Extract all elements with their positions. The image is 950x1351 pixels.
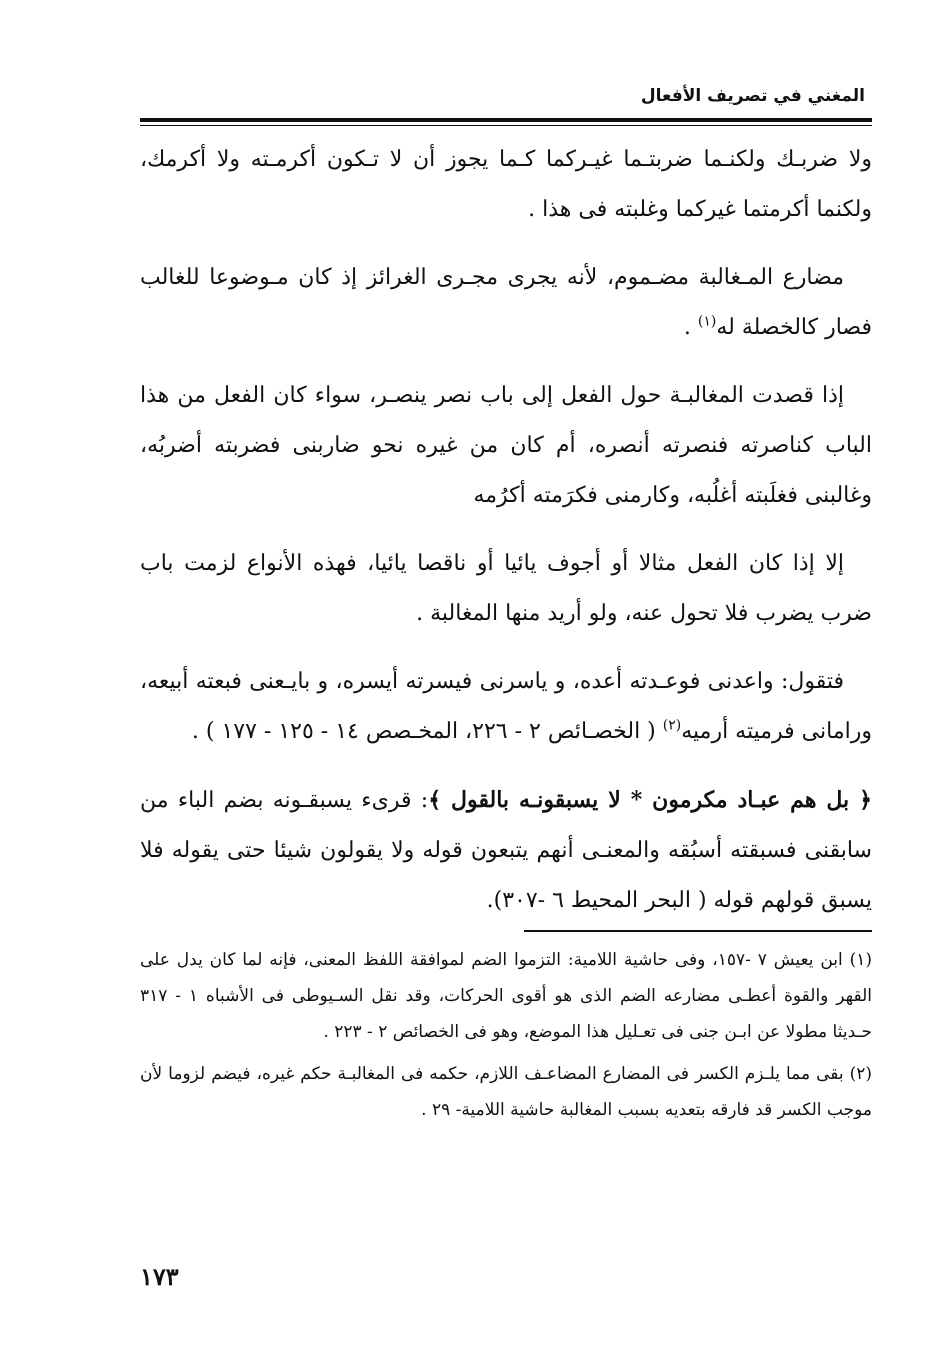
footnote-1: (١) ابن يعيش ٧ -١٥٧، وفى حاشية اللامية: التزموا الضم لموافقة اللفظ المعنى، فإنه لما كان يدل على القهر والقوة أعطـى مضارعه الضم الذى هو أقوى الحركات، وقد نقل السـيوطى فى الأشباه ١ - ٣١٧ حـديثا مطولا عن ابـن جنى فى تعـليل هذا الموضع، وهو فى الخصائص ٢ - ٢٢٣ . [140, 950, 872, 1042]
header-rule-thin [140, 125, 872, 126]
paragraph-5-end: ( الخصـائص ٢ - ٢٢٦، المخـصص ١٤ - ١٢٥ - ١٧٧ ) . [191, 719, 663, 744]
paragraph-2-text: مضارع المـغالبة مضـموم، لأنه يجرى مجـرى الغرائز إذ كان مـوضوعا للغالب فصار كالخصلة له [140, 265, 872, 340]
paragraph-3: إذا قصدت المغالبـة حول الفعل إلى باب نصر ينصـر، سواء كان الفعل من هذا الباب كناصرته فنصرته أنصره، أم كان من غيره نحو ضاربنى فضربته أضربُه، وغالبنى فغلَبته أغلُبه، وكارمنى فكرَمته أكرُمه [140, 383, 872, 508]
paragraph-1: ولا ضربـك ولكنـما ضربتـما غيـركما كـما يجوز أن لا تـكون أكرمـته ولا أكرمك، ولكنما أكرمتما غيركما وغلبته فى هذا . [140, 147, 872, 222]
footnote-2: (٢) بقى مما يلـزم الكسر فى المضارع المضاعـف اللازم، حكمه فى المغالبـة حكم غيره، فيضم لزوما لأن موجب الكسر قد فارقه بتعديه بسبب المغالبة حاشية اللامية- ٢٩ . [140, 1064, 872, 1120]
paragraph-5 [140, 657, 872, 757]
footnote-ref-1: (١) [697, 313, 717, 330]
footnote-separator [524, 930, 872, 932]
body-text [140, 135, 872, 944]
paragraph-6-text: : قرىء يسبقـونه بضم الباء من سابقنى فسبقته أسبُقه والمعنـى أنهم يتبعون قوله ولا يقولون شيئا حتى يقوله فلا يسبق قولهم قوله ( البحر المحيط ٦ -٣٠٧). [140, 788, 872, 913]
running-head-title: المغني في تصريف الأفعال [640, 86, 865, 106]
paragraph-6 [140, 775, 872, 926]
paragraph-2-end: . [683, 315, 698, 340]
paragraph-5-text: فتقول: واعدنى فوعـدته أعده، و ياسرنى فيسرته أيسره، و بايـعنى فبعته أبيعه، ورامانى فرميته أرميه [140, 669, 872, 744]
header-rule [140, 118, 872, 122]
quran-verse: ﴿ بل هم عبـاد مكرمون * لا يسبقونـه بالقول ﴾ [428, 787, 872, 813]
footnote-ref-2: (٢) [662, 717, 682, 734]
paragraph-2 [140, 253, 872, 353]
footnotes [140, 942, 872, 1134]
page-number: ١٧٣ [140, 1262, 179, 1291]
paragraph-4: إلا إذا كان الفعل مثالا أو أجوف يائيا أو ناقصا يائيا، فهذه الأنواع لزمت باب ضرب يضرب فلا تحول عنه، ولو أريد منها المغالبة . [140, 551, 872, 626]
